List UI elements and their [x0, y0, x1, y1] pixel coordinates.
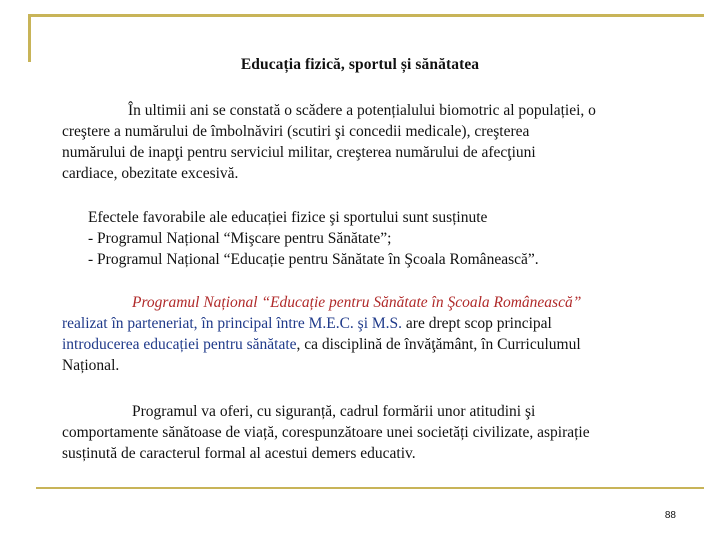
paragraph-line [62, 313, 682, 334]
partnership-emphasis: realizat în parteneriat, în principal între M.E.C. şi M.S. [62, 315, 403, 332]
paragraph-line: În ultimii ani se constată o scădere a potențialului biomotric al populației, o [128, 102, 596, 119]
paragraph-line: numărului de inapţi pentru serviciul militar, creşterea numărului de afecţiuni [62, 144, 536, 161]
list-item: - Programul Național “Mişcare pentru Sănătate”; [88, 230, 392, 247]
frame-top-rule [28, 14, 704, 17]
paragraph-line: comportamente sănătoase de viață, corespunzătoare unei societăți civilizate, aspirație [62, 424, 590, 441]
paragraph-line: creştere a numărului de îmbolnăviri (scutiri şi concedii medicale), creşterea [62, 123, 530, 140]
paragraph-line: Programul va oferi, cu siguranță, cadrul formării unor atitudini şi [132, 403, 536, 420]
page-title: Educația fizică, sportul și sănătatea [240, 56, 480, 73]
paragraph-line: cardiace, obezitate excesivă. [62, 165, 239, 182]
paragraph-line: Național. [62, 357, 120, 374]
frame-bottom-rule [36, 487, 704, 489]
health-education-emphasis: introducerea educației pentru sănătate [62, 336, 297, 353]
paragraph-line: Efectele favorabile ale educației fizice şi sportului sunt susținute [88, 209, 488, 226]
page-number: 88 [664, 510, 676, 521]
list-item: - Programul Național “Educație pentru Sănătate în Şcoala Românească”. [88, 251, 539, 268]
paragraph-text: are drept scop principal [402, 315, 552, 332]
paragraph-decline [62, 100, 682, 184]
paragraph-text: , ca disciplină de învăţământ, în Curriculumul [296, 336, 581, 353]
paragraph-line [62, 334, 682, 355]
program-name-emphasis: Programul Național “Educație pentru Sănătate în Şcoala Românească” [132, 294, 582, 311]
paragraph-program [62, 292, 682, 376]
paragraph-line: susținută de caracterul formal al acestui demers educativ. [62, 445, 416, 462]
paragraph-outcome [62, 401, 682, 464]
frame-left-accent [28, 14, 31, 62]
paragraph-effects [62, 207, 682, 270]
